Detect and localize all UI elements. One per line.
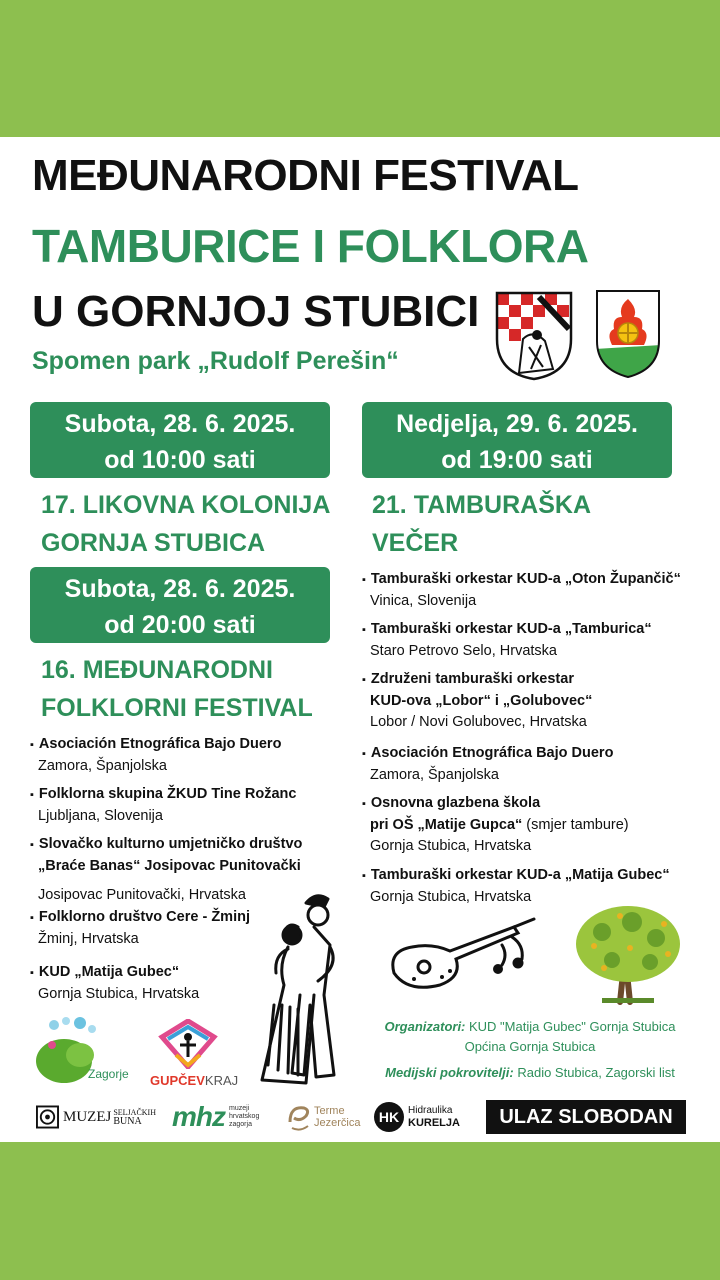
dancing-couple-icon <box>244 885 359 1090</box>
title-line-3: U GORNJOJ STUBICI <box>32 287 480 336</box>
muzej-emblem-icon <box>36 1105 59 1129</box>
art-colony-line-1: 17. LIKOVNA KOLONIJA <box>41 491 331 519</box>
free-entry-badge: ULAZ SLOBODAN <box>486 1100 686 1134</box>
festival-poster <box>0 137 720 1142</box>
list-item: ▪ Folklorno društvo Cere - Žminj Žminj, Hrvatska <box>30 907 290 950</box>
tamburitza-evening-line-1: 21. TAMBURAŠKA <box>372 491 591 519</box>
art-colony-line-2: GORNJA STUBICA <box>41 529 266 557</box>
gupcev-kraj-figure-icon <box>158 1019 218 1069</box>
title-line-1: MEĐUNARODNI FESTIVAL <box>32 151 579 200</box>
list-item: ▪ Tamburaški orkestar KUD-a „Matija Gubec“ Gornja Stubica, Hrvatska <box>362 865 702 908</box>
saturday-morning-date-box <box>30 402 330 478</box>
list-item: ▪ Tamburaški orkestar KUD-a „Tamburica“ Staro Petrovo Selo, Hrvatska <box>362 619 702 662</box>
sunday-date-box <box>362 402 672 478</box>
terme-jezercica-logo: Terme Jezerčica <box>286 1099 370 1135</box>
organizers-block: Organizatori: KUD "Matija Gubec" Gornja Stubica Općina Gornja Stubica <box>384 1019 676 1054</box>
gornja-stubica-crest-icon <box>493 289 575 381</box>
muzej-seljackih-buna-logo: MUZEJ SELJAČKIH BUNA <box>36 1099 156 1135</box>
folklore-festival-title <box>41 651 313 727</box>
list-item: ▪ Tamburaški orkestar KUD-a „Oton Župančič“ Vinica, Slovenija <box>362 569 702 612</box>
list-item: ▪ KUD „Matija Gubec“ Gornja Stubica, Hrvatska <box>30 962 270 1005</box>
hk-badge-icon: HK <box>374 1102 404 1132</box>
saturday-evening-time: od 20:00 sati <box>104 611 256 639</box>
venue-text: Spomen park „Rudolf Perešin“ <box>32 347 399 375</box>
tamburitza-evening-line-2: VEČER <box>372 529 459 557</box>
saturday-morning-time: od 10:00 sati <box>104 446 256 474</box>
list-item: ▪ Združeni tamburaški orkestar KUD-ova „Lobor“ i „Golubovec“ Lobor / Novi Golubovec, Hrvatska <box>362 669 702 733</box>
art-colony-title <box>41 486 330 562</box>
municipality-crest-icon <box>594 287 662 379</box>
zagorje-logo-text: Zagorje <box>88 1067 129 1081</box>
sunday-date: Nedjelja, 29. 6. 2025. <box>396 410 638 438</box>
list-item: ▪ Folklorna skupina ŽKUD Tine Rožanc Ljubljana, Slovenija <box>30 784 330 827</box>
saturday-morning-date: Subota, 28. 6. 2025. <box>64 410 296 438</box>
folklore-festival-line-1: 16. MEĐUNARODNI <box>41 656 273 684</box>
terme-swirl-icon <box>286 1102 312 1132</box>
list-item: ▪ Slovačko kulturno umjetničko društvo „Braće Banas“ Josipovac Punitovački Josipovac Punitovački, Hrvatska <box>30 834 330 906</box>
sunday-time: od 19:00 sati <box>441 446 593 474</box>
folklore-festival-line-2: FOLKLORNI FESTIVAL <box>41 694 313 722</box>
hidraulika-kurelja-logo: HK Hidraulika KURELJA <box>374 1099 474 1135</box>
muzeji-hrvatskog-zagorja-logo: mhz muzeji hrvatskog zagorja <box>172 1101 260 1132</box>
tree-icon <box>572 902 684 1006</box>
gupcev-kraj-logo <box>148 1019 239 1091</box>
saturday-evening-date-box <box>30 567 330 643</box>
media-sponsors: Medijski pokrovitelji: Radio Stubica, Zagorski list <box>385 1065 675 1080</box>
list-item: ▪ Asociación Etnográfica Bajo Duero Zamora, Španjolska <box>362 743 702 786</box>
list-item: ▪ Osnovna glazbena škola pri OŠ „Matije Gupca“ (smjer tambure) Gornja Stubica, Hrvatska <box>362 793 702 857</box>
tamburitza-evening-title <box>372 486 591 562</box>
list-item: ▪ Asociación Etnográfica Bajo Duero Zamora, Španjolska <box>30 734 330 777</box>
title-line-2: TAMBURICE I FOLKLORA <box>32 220 589 272</box>
saturday-evening-date: Subota, 28. 6. 2025. <box>64 575 296 603</box>
gupcev-kraj-text: GUPČEVKRAJ <box>150 1073 239 1088</box>
tamburica-instrument-icon <box>384 915 546 995</box>
zagorje-logo <box>34 1015 134 1085</box>
